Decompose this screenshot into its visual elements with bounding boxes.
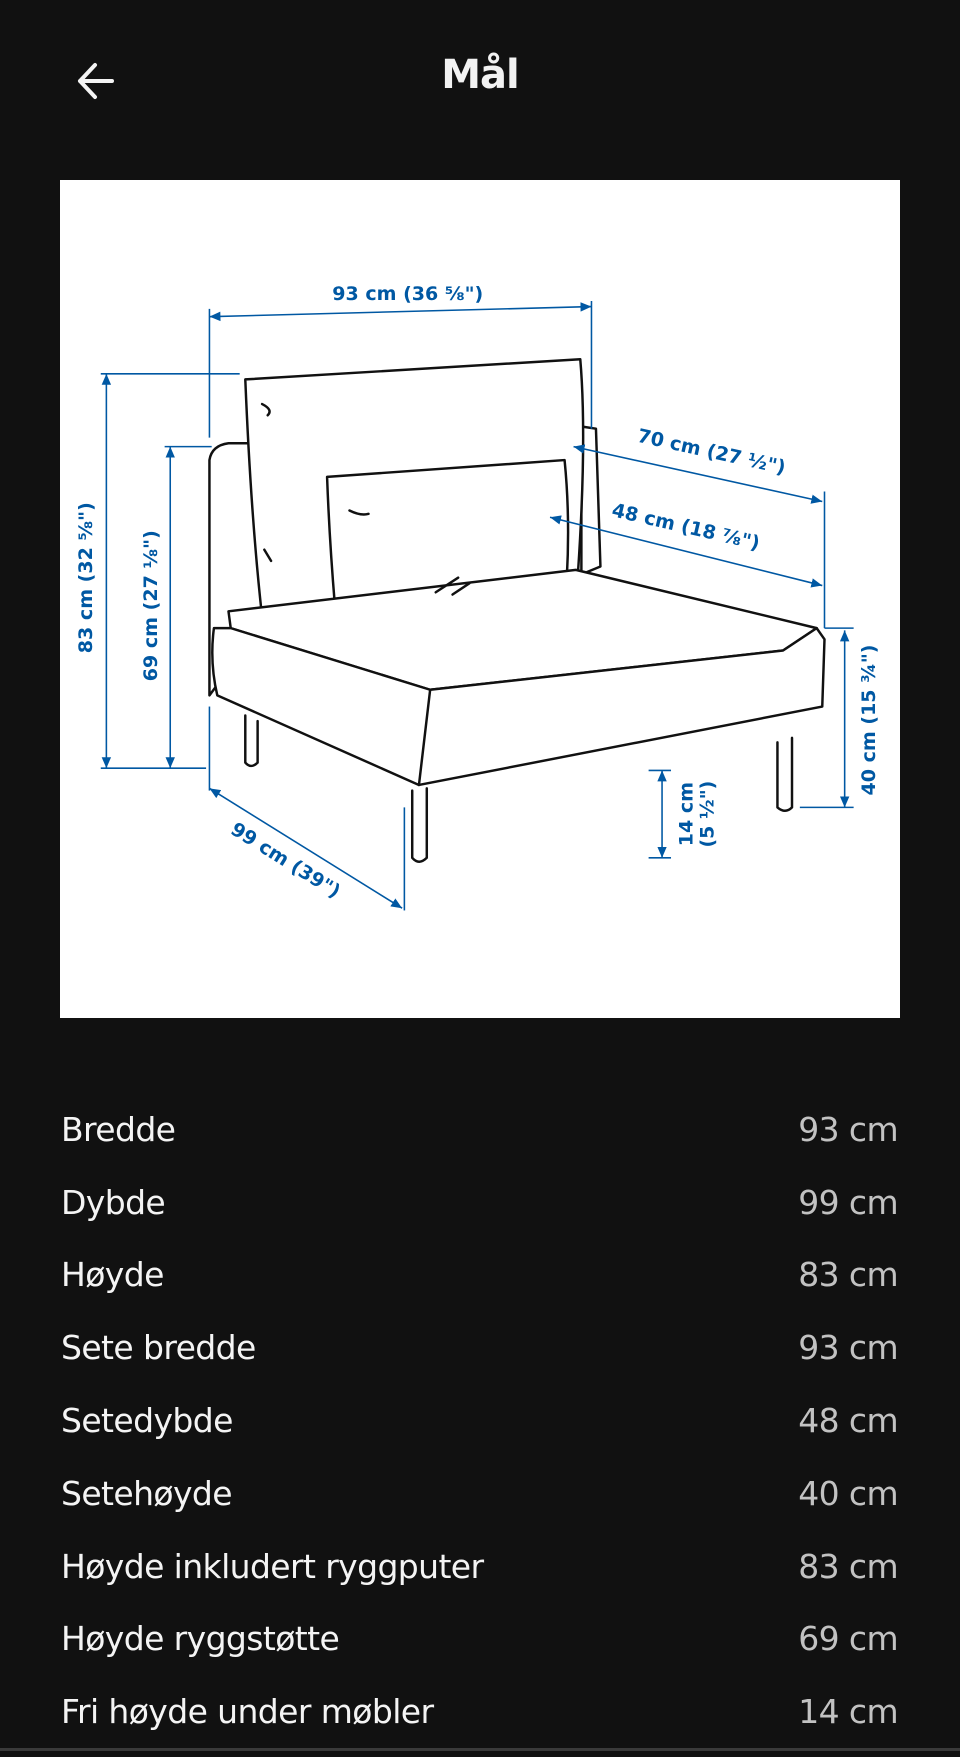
measurement-row: Bredde 93 cm [61, 1109, 898, 1149]
sofa-illustration [209, 359, 824, 861]
depth-label: 99 cm (39") [226, 818, 345, 903]
clearance-label-2: (5 ½") [696, 780, 719, 848]
clearance-label-1: 14 cm [675, 781, 698, 847]
sofa-dimension-drawing [60, 180, 900, 1018]
measurement-row: Sete bredde 93 cm [61, 1328, 898, 1368]
measurement-row: Høyde inkludert ryggputer 83 cm [61, 1546, 898, 1586]
width-label: 93 cm (36 ⅝") [332, 282, 484, 305]
height-label: 83 cm (32 ⅝") [74, 502, 97, 654]
measurement-row: Dybde 99 cm [61, 1182, 898, 1222]
measurement-row: Høyde ryggstøtte 69 cm [61, 1619, 898, 1659]
measurement-row: Høyde 83 cm [61, 1255, 898, 1295]
back-height-label: 69 cm (27 ⅛") [139, 530, 162, 682]
seat-height-label: 40 cm (15 ¾") [857, 644, 880, 796]
measurement-row: Fri høyde under møbler 14 cm [61, 1692, 898, 1732]
dimension-diagram [60, 180, 900, 1018]
measurements-list [61, 1093, 898, 1748]
seat-depth-label: 48 cm (18 ⅞") [609, 499, 762, 555]
measurement-row: Setehøyde 40 cm [61, 1473, 898, 1513]
divider [0, 1748, 960, 1751]
depth-top-label: 70 cm (27 ½") [635, 424, 788, 480]
page-title: Mål [441, 52, 519, 98]
measurement-row: Setedybde 48 cm [61, 1401, 898, 1441]
